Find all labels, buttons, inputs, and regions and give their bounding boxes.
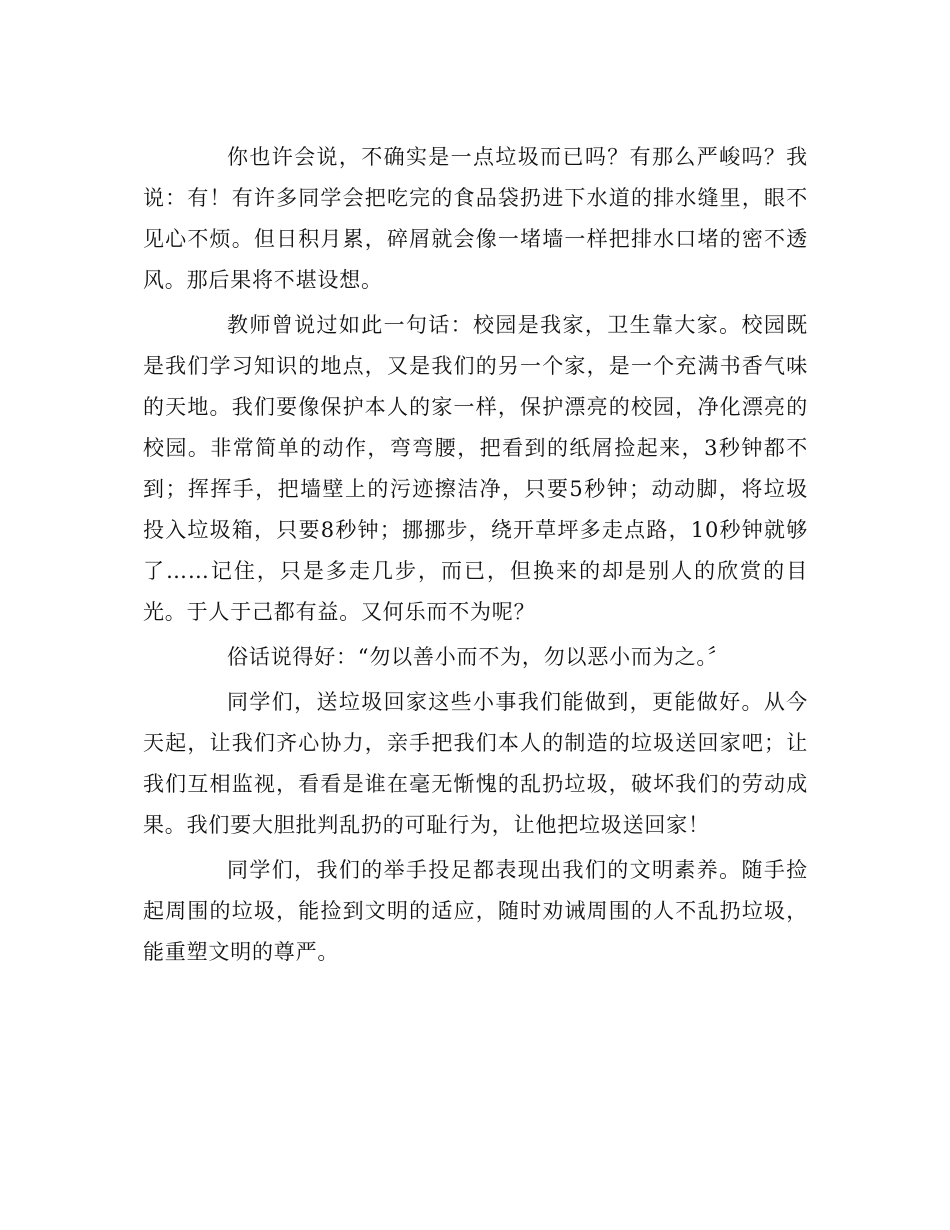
paragraph-3: 俗话说得好：“勿以善小而不为，勿以恶小而为之。〞 xyxy=(227,645,730,669)
document-body xyxy=(143,137,808,977)
paragraph-1: 你也许会说，不确实是一点垃圾而已吗？有那么严峻吗？我说：有！有许多同学会把吃完的食品袋扔进下水道的排水缝里，眼不见心不烦。但日积月累，碎屑就会像一堵墙一样把排水口堵的密不透风。那后果将不堪设想。 xyxy=(143,145,808,292)
paragraph-2: 教师曾说过如此一句话：校园是我家，卫生靠大家。校园既是我们学习知识的地点，又是我们的另一个家，是一个充满书香气味的天地。我们要像保护本人的家一样，保护漂亮的校园，净化漂亮的校园。非常简单的动作，弯弯腰，把看到的纸屑捡起来，3秒钟都不到；挥挥手，把墙壁上的污迹擦洁净，只要5秒钟；动动脚，将垃圾投入垃圾箱，只要8秒钟；挪挪步，绕开草坪多走点路，10秒钟就够了……记住，只是多走几步，而已，但换来的却是别人的欣赏的目光。于人于己都有益。又何乐而不为呢？ xyxy=(143,313,808,624)
paragraph-4: 同学们，送垃圾回家这些小事我们能做到，更能做好。从今天起，让我们齐心协力，亲手把我们本人的制造的垃圾送回家吧；让我们互相监视，看看是谁在毫无惭愧的乱扔垃圾，破坏我们的劳动成果。我们要大胆批判乱扔的可耻行为，让他把垃圾送回家！ xyxy=(143,690,808,837)
paragraph-5: 同学们，我们的举手投足都表现出我们的文明素养。随手捡起周围的垃圾，能捡到文明的适应，随时劝诫周围的人不乱扔垃圾，能重塑文明的尊严。 xyxy=(143,858,808,964)
